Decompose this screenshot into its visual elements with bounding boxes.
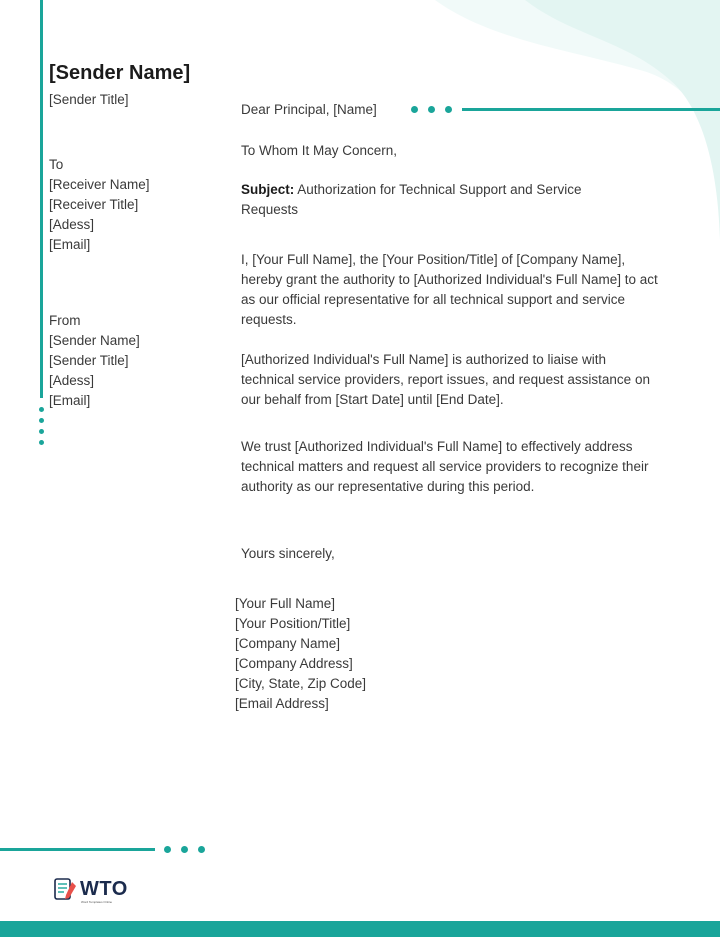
subject-text: Authorization for Technical Support and Service Requests [241,182,582,217]
signature-line: [Your Position/Title] [235,616,351,631]
accent-dot [428,106,435,113]
to-line: [Adess] [49,217,95,232]
closing: Yours sincerely, [241,546,335,561]
header-accent-line [462,108,720,111]
signature-line: [Company Address] [235,656,353,671]
logo-text: WTO [80,878,128,900]
to-line: [Receiver Title] [49,197,139,212]
from-line: [Email] [49,393,91,408]
signature-line: [Your Full Name] [235,596,336,611]
to-label: To [49,157,64,172]
subject-line [241,180,641,220]
accent-dot [411,106,418,113]
left-accent-line [40,0,43,398]
accent-dot [181,846,188,853]
from-label: From [49,313,81,328]
to-line: [Email] [49,237,91,252]
signature-line: [Email Address] [235,696,329,711]
accent-dot [39,407,44,412]
accent-dot [198,846,205,853]
footer-accent-line [0,848,155,851]
paragraph-text: [Authorized Individual's Full Name] is authorized to liaise with technical service providers, report issues, and request assistance on our behalf from [Start Date] until [End Date]. [241,352,650,407]
body-paragraph [241,437,681,497]
accent-dot [445,106,452,113]
signature-line: [Company Name] [235,636,341,651]
logo-document-icon [52,876,78,904]
salutation: Dear Principal, [Name] [241,102,377,117]
accent-dot [39,429,44,434]
accent-dot [39,440,44,445]
paragraph-text: We trust [Authorized Individual's Full Name] to effectively address technical matters and request all service providers to recognize their authority as our representative during this period. [241,439,649,494]
signature-line: [City, State, Zip Code] [235,676,367,691]
to-line: [Receiver Name] [49,177,150,192]
from-block [49,311,140,411]
sender-title-block [49,90,129,110]
body-paragraph [241,250,661,330]
signature-block [235,594,366,714]
subject-label: Subject: [241,182,295,197]
body-paragraph [241,350,656,410]
greeting: To Whom It May Concern, [241,143,398,158]
logo-tagline: Word Templates Online [81,900,113,904]
accent-dot [164,846,171,853]
from-line: [Adess] [49,373,95,388]
paragraph-text: I, [Your Full Name], the [Your Position/Title] of [Company Name], hereby grant the authority to [Authorized Individual's Full Name] to act as our official representative for all technical support and service requests. [241,252,658,327]
from-line: [Sender Title] [49,353,129,368]
sender-name: [Sender Name] [49,62,191,84]
accent-dot [39,418,44,423]
footer-bar [0,921,720,937]
wto-logo [52,876,136,906]
to-block [49,155,150,255]
sender-title: [Sender Title] [49,92,129,107]
from-line: [Sender Name] [49,333,140,348]
